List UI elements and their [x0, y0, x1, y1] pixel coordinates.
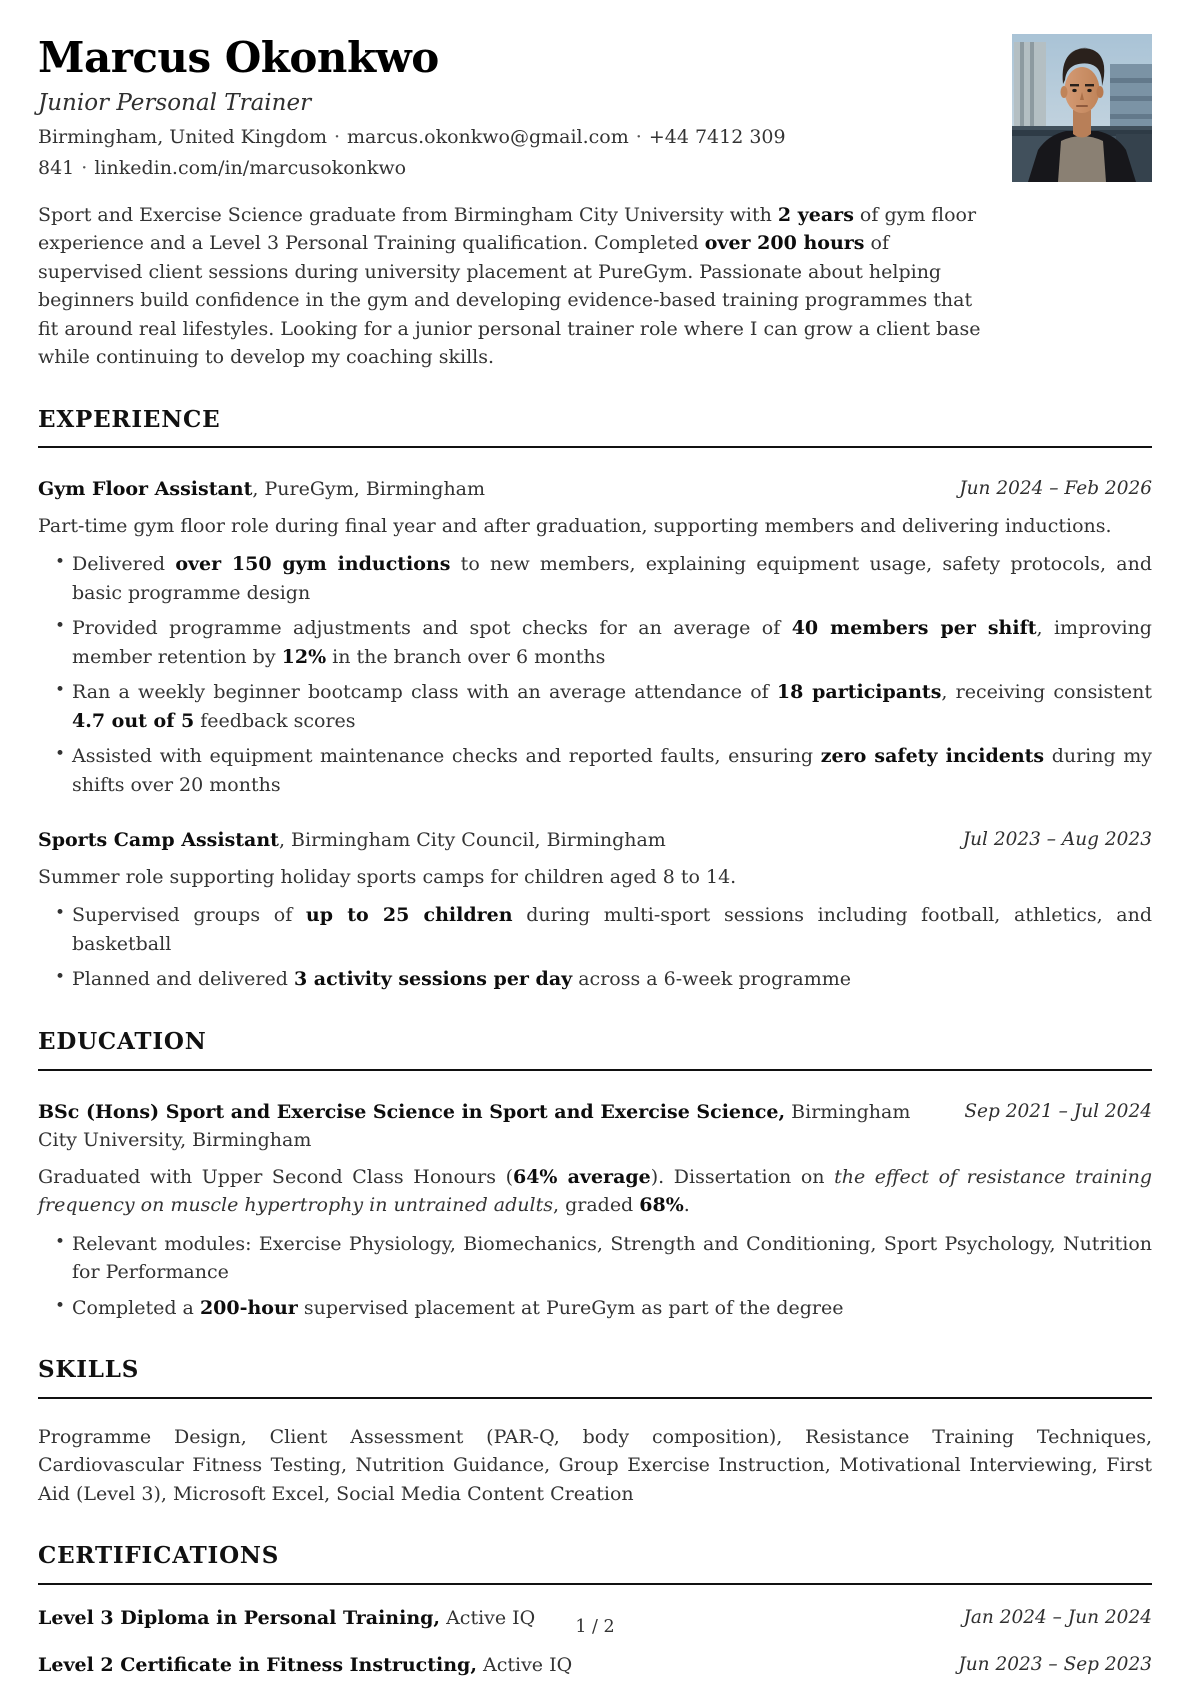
entry-description: Graduated with Upper Second Class Honours (64% average). Dissertation on the effect of resistance training frequency on muscle hypertrophy in untrained adults, graded 68%.	[38, 1165, 1152, 1217]
contact-item-1[interactable]: marcus.okonkwo@gmail.com	[347, 126, 629, 149]
profile-photo-image	[1012, 34, 1152, 182]
bullet-text: Completed a 200-hour supervised placement at PureGym as part of the degree	[72, 1296, 844, 1319]
entry-title	[38, 1098, 936, 1155]
contact-item-2: +44 7412 309 841	[38, 126, 786, 180]
person-name: Marcus Okonkwo	[38, 33, 439, 82]
bullet-list	[38, 550, 1152, 799]
contact-item-0: Birmingham, United Kingdom	[38, 126, 327, 149]
entry-title-bold: Level 2 Certificate in Fitness Instructing,	[38, 1654, 477, 1677]
contact-item-3[interactable]: linkedin.com/in/marcusokonkwo	[94, 157, 407, 180]
entry-date: Jun 2024 – Feb 2026	[959, 478, 1152, 500]
header-text-column	[38, 34, 986, 372]
entry-title-rest: Active IQ	[476, 1654, 573, 1677]
bullet-text: Assisted with equipment maintenance checks and reported faults, ensuring zero safety incidents during my shifts over 20 months	[72, 745, 1152, 796]
bullet-item	[38, 965, 1152, 994]
bullet-text: Delivered over 150 gym inductions to new members, explaining equipment usage, safety protocols, and basic programme design	[72, 553, 1153, 604]
bullet-item	[38, 742, 1152, 799]
entry-description: Part-time gym floor role during final year and after graduation, supporting members and delivering inductions.	[38, 514, 1112, 537]
entry-title-bold: Gym Floor Assistant	[38, 478, 253, 501]
bullet-list	[38, 1230, 1152, 1323]
entry-header	[38, 1098, 1152, 1155]
section-skills	[38, 1356, 1152, 1508]
entry	[38, 475, 1152, 799]
bullet-text: Planned and delivered 3 activity sessions per day across a 6-week programme	[72, 968, 851, 991]
entry-date: Jul 2023 – Aug 2023	[962, 829, 1152, 851]
resume-header	[38, 34, 1152, 372]
contact-separator: ·	[333, 126, 341, 149]
entry-title-bold: Sports Camp Assistant	[38, 829, 279, 852]
section-entries	[38, 1604, 1152, 1680]
bullet-item	[38, 1294, 1152, 1323]
bullet-text: Supervised groups of up to 25 children during multi-sport sessions including football, athletics, and basketball	[72, 904, 1153, 955]
entry-date: Sep 2021 – Jul 2024	[964, 1100, 1152, 1122]
entry	[38, 1098, 1152, 1323]
entry-date: Jun 2023 – Sep 2023	[958, 1654, 1152, 1676]
entry-header	[38, 475, 1152, 504]
section-entries	[38, 1423, 1152, 1509]
entry-title-bold: BSc (Hons) Sport and Exercise Science in Sport and Exercise Science,	[38, 1100, 786, 1123]
profile-photo	[1012, 34, 1152, 182]
person-job-title: Junior Personal Trainer	[38, 90, 312, 117]
entry-title-rest: Active IQ	[440, 1606, 536, 1629]
entry-date: Jan 2024 – Jun 2024	[963, 1606, 1152, 1628]
section-heading: EDUCATION	[38, 1028, 1152, 1071]
bullet-item	[38, 550, 1152, 607]
section-heading: CERTIFICATIONS	[38, 1542, 1152, 1585]
entry-title	[38, 475, 931, 504]
summary-paragraph: Sport and Exercise Science graduate from Birmingham City University with 2 years of gym floor experience and a Level 3 Personal Training qualification. Completed over 200 hours of supervised client sessions during university placement at PureGym. Passionate about helping beginners build confidence in the gym and developing evidence-based training programmes that fit around real lifestyles. Looking for a junior personal trainer role where I can grow a client base while continuing to develop my coaching skills.	[38, 203, 981, 368]
entry-title-bold: Level 3 Diploma in Personal Training,	[38, 1606, 441, 1629]
section-heading: SKILLS	[38, 1356, 1152, 1399]
contact-separator: ·	[81, 157, 88, 180]
entry-title	[38, 826, 935, 855]
bullet-item	[38, 678, 1152, 735]
contact-line	[38, 122, 986, 184]
entry	[38, 1651, 1152, 1680]
section-paragraph: Programme Design, Client Assessment (PAR-Q, body composition), Resistance Training Techniques, Cardiovascular Fitness Testing, Nutrition Guidance, Group Exercise Instruction, Motivational Interviewing, First Aid (Level 3), Microsoft Excel, Social Media Content Creation	[38, 1425, 1152, 1505]
bullet-item	[38, 901, 1152, 958]
bullet-text: Ran a weekly beginner bootcamp class with an average attendance of 18 participants, receiving consistent 4.7 out of 5 feedback scores	[72, 681, 1152, 732]
contact-separator: ·	[635, 126, 642, 149]
page-footer	[0, 1617, 1190, 1637]
entry-description: Summer role supporting holiday sports camps for children aged 8 to 14.	[38, 865, 737, 888]
entry-title-rest: Birmingham City University, Birmingham	[38, 1100, 911, 1152]
entry-title	[38, 1651, 930, 1680]
entry-title-rest: , PureGym, Birmingham	[252, 478, 486, 501]
page-number: 1 / 2	[575, 1617, 615, 1637]
resume-body	[38, 406, 1152, 1681]
section-entries	[38, 475, 1152, 994]
entry-title-rest: , Birmingham City Council, Birmingham	[278, 829, 666, 852]
entry	[38, 826, 1152, 994]
bullet-text: Relevant modules: Exercise Physiology, Biomechanics, Strength and Conditioning, Sport Psychology, Nutrition for Performance	[72, 1232, 1152, 1284]
section-entries	[38, 1098, 1152, 1323]
section-certifications	[38, 1542, 1152, 1680]
section-experience	[38, 406, 1152, 994]
section-education	[38, 1028, 1152, 1322]
bullet-item	[38, 1230, 1152, 1287]
entry-header	[38, 826, 1152, 855]
entry-header	[38, 1651, 1152, 1680]
section-heading: EXPERIENCE	[38, 406, 1152, 449]
bullet-item	[38, 614, 1152, 671]
bullet-list	[38, 901, 1152, 994]
bullet-text: Provided programme adjustments and spot checks for an average of 40 members per shift, improving member retention by 12% in the branch over 6 months	[72, 617, 1152, 668]
